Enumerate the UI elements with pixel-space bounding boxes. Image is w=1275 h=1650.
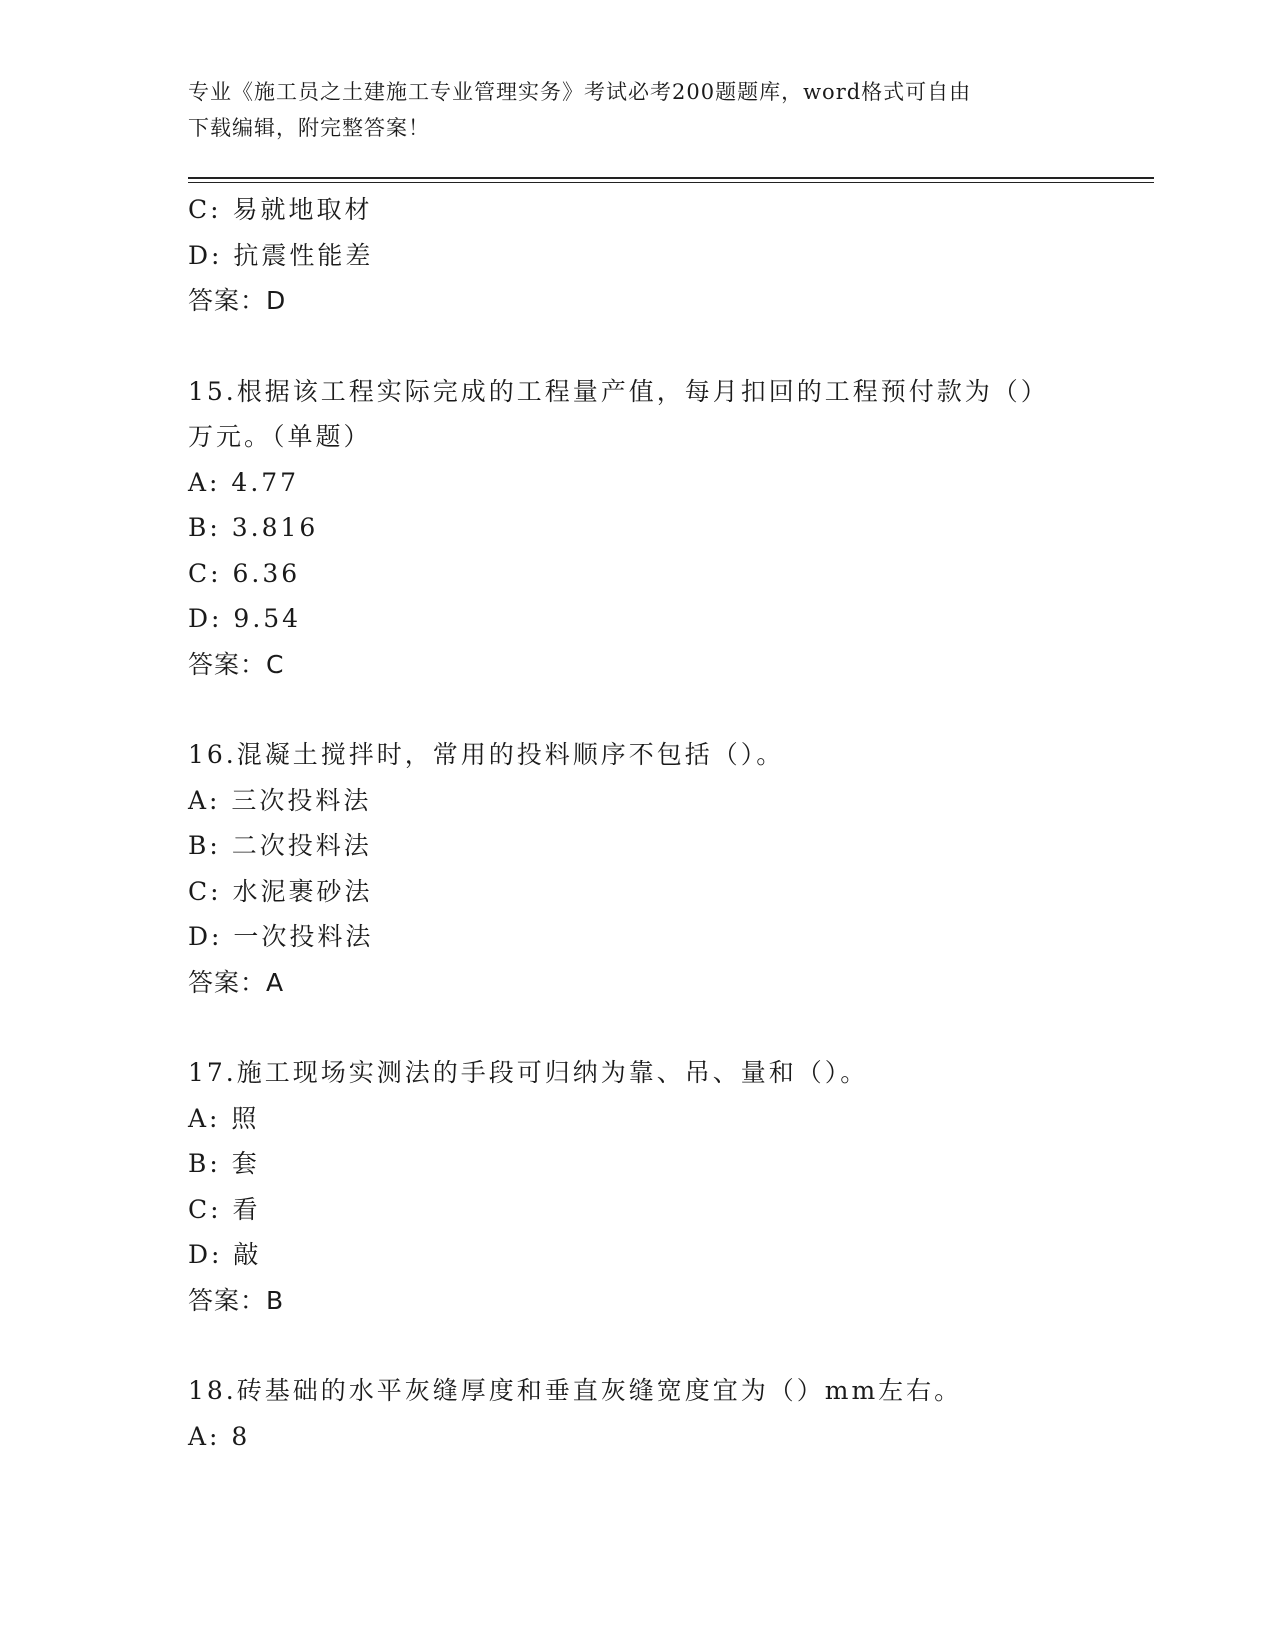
option-c: C: 6.36 — [188, 558, 301, 588]
option-a: A: 三次投料法 — [188, 785, 372, 815]
answer: 答案：A — [188, 967, 285, 997]
header-divider-thin — [188, 182, 1154, 183]
answer: 答案：D — [188, 286, 287, 315]
option-a: A: 8 — [188, 1421, 251, 1451]
option-d: D: 一次投料法 — [188, 922, 374, 951]
spacer — [188, 687, 1088, 732]
question-14 — [188, 187, 1088, 324]
option-d: D: 9.54 — [188, 604, 302, 633]
option-a: A: 照 — [188, 1103, 260, 1133]
option-b: B: 套 — [188, 1149, 260, 1178]
option-a: A: 4.77 — [188, 467, 300, 497]
question-stem: 17.施工现场实测法的手段可归纳为靠、吊、量和（）。 — [188, 1058, 869, 1087]
header-line-1: 专业《施工员之土建施工专业管理实务》考试必考200题题库，word格式可自由 — [188, 80, 972, 104]
question-stem: 18.砖基础的水平灰缝厚度和垂直灰缝宽度宜为（）mm左右。 — [188, 1376, 963, 1405]
option-b: B: 二次投料法 — [188, 831, 372, 860]
option-c: C: 水泥裹砂法 — [188, 876, 373, 906]
question-18 — [188, 1368, 1088, 1459]
answer: 答案：B — [188, 1285, 285, 1315]
spacer — [188, 324, 1088, 369]
header-divider-thick — [188, 177, 1154, 179]
option-d: D: 敲 — [188, 1240, 262, 1269]
header-line-2: 下载编辑，附完整答案！ — [188, 116, 430, 140]
question-list — [188, 187, 1088, 1459]
option-c: C: 看 — [188, 1194, 261, 1224]
spacer — [188, 1005, 1088, 1050]
question-15 — [188, 369, 1088, 688]
spacer — [188, 1323, 1088, 1368]
answer: 答案：C — [188, 649, 285, 679]
question-16 — [188, 732, 1088, 1005]
option-c: C: 易就地取材 — [188, 195, 373, 224]
question-stem: 15.根据该工程实际完成的工程量产值，每月扣回的工程预付款为（） — [188, 376, 1049, 406]
question-stem: 16.混凝土搅拌时，常用的投料顺序不包括（）。 — [188, 740, 785, 769]
document-header — [188, 74, 1068, 146]
option-d: D: 抗震性能差 — [188, 240, 374, 270]
question-17 — [188, 1050, 1088, 1323]
option-b: B: 3.816 — [188, 513, 319, 542]
question-stem-continued: 万元。（单题） — [188, 422, 372, 451]
